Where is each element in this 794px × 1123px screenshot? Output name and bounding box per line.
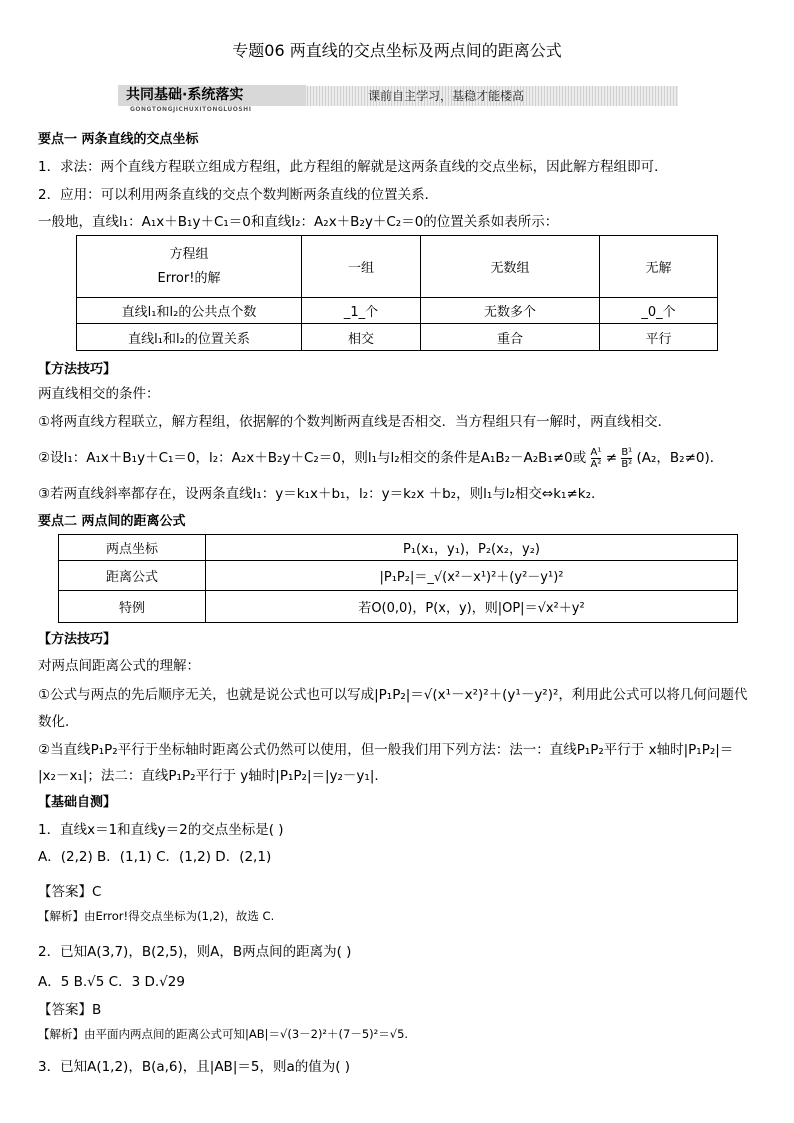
distance-table <box>58 534 738 623</box>
fraction-a <box>591 447 602 470</box>
dist-r1-label: 两点坐标 <box>59 535 206 561</box>
table-row1-c1: _1_个 <box>302 298 421 324</box>
method2-intro: 对两点间距离公式的理解： <box>38 658 200 674</box>
question-2-options: A．5 B.√5 C．3 D.√29 <box>38 974 185 990</box>
question-1-options: A．(2,2) B．(1,1) C．(1,2) D．(2,1) <box>38 849 272 865</box>
dist-r2-value: |P₁P₂|＝_√(x²－x¹)²＋(y²－y¹)² <box>206 561 738 591</box>
question-2: 2．已知A(3,7)，B(2,5)，则A，B两点间的距离为( ) <box>38 944 352 960</box>
method2-heading: 【方法技巧】 <box>38 632 117 647</box>
point2-heading: 要点二 两点间的距离公式 <box>38 514 186 529</box>
table-row1-label: 直线l₁和l₂的公共点个数 <box>77 298 302 324</box>
answer-1: 【答案】C <box>38 884 102 900</box>
point1-line3: 一般地，直线l₁：A₁x＋B₁y＋C₁＝0和直线l₂：A₂x＋B₂y＋C₂＝0的位置关系如表所示： <box>38 214 559 230</box>
fraction-a-den: A² <box>590 458 602 470</box>
relation-table <box>76 235 718 351</box>
table-header-none: 无解 <box>600 236 718 298</box>
table-header-line2: Error!的解 <box>157 270 221 286</box>
method1-item3: ③若两直线斜率都存在，设两条直线l₁：y＝k₁x＋b₁，l₂：y＝k₂x ＋b₂，则l₁与l₂相交⇔k₁≠k₂. <box>38 486 596 502</box>
table-row2-label: 直线l₁和l₂的位置关系 <box>77 324 302 351</box>
method1-item2-tail: (A₂，B₂≠0)． <box>636 450 724 466</box>
fraction-a-num: A¹ <box>590 446 602 458</box>
dist-r1-value: P₁(x₁，y₁)，P₂(x₂，y₂) <box>206 535 738 561</box>
method1-intro: 两直线相交的条件： <box>38 386 160 402</box>
table-row2-c2: 重合 <box>421 324 600 351</box>
page-title: 专题06 两直线的交点坐标及两点间的距离公式 <box>232 41 562 60</box>
table-row2-c3: 平行 <box>600 324 718 351</box>
method1-item2 <box>38 446 723 470</box>
table-header-line1: 方程组 <box>169 246 209 262</box>
method1-heading: 【方法技巧】 <box>38 362 117 377</box>
fraction-b-num: B¹ <box>621 446 633 458</box>
banner-pinyin: GONGTONGJICHUXITONGLUOSHI <box>130 106 252 113</box>
banner-motto: 课前自主学习，基稳才能楼高 <box>368 89 525 103</box>
method1-item1: ①将两直线方程联立，解方程组，依据解的个数判断两直线是否相交．当方程组只有一解时，两直线相交． <box>38 414 672 430</box>
table-row2-c1: 相交 <box>302 324 421 351</box>
table-header-cell <box>77 236 302 298</box>
method2-item2b: |x₂－x₁|；法二：直线P₁P₂平行于 y轴时|P₁P₂|＝|y₂－y₁|. <box>38 768 379 784</box>
point1-line2: 2．应用：可以利用两条直线的交点个数判断两条直线的位置关系． <box>38 187 439 203</box>
method2-item1a: ①公式与两点的先后顺序无关，也就是说公式也可以写成|P₁P₂|＝√(x¹－x²)²＋(y¹－y²)²，利用此公式可以将几何问题代 <box>38 687 748 703</box>
table-row1-c2: 无数多个 <box>421 298 600 324</box>
method2-item1b: 数化． <box>38 714 79 730</box>
point1-line1: 1．求法：两个直线方程联立组成方程组，此方程组的解就是这两条直线的交点坐标，因此解方程组即可． <box>38 159 668 175</box>
table-row1-c3: _0_个 <box>600 298 718 324</box>
answer-2: 【答案】B <box>38 1002 102 1018</box>
fraction-b-den: B² <box>621 458 633 470</box>
dist-r3-label: 特例 <box>59 591 206 623</box>
table-header-many: 无数组 <box>421 236 600 298</box>
table-header-one: 一组 <box>302 236 421 298</box>
banner-main-label: 共同基础·系统落实 <box>118 85 306 106</box>
method2-item2a: ②当直线P₁P₂平行于坐标轴时距离公式仍然可以使用，但一般我们用下列方法：法一：直线P₁P₂平行于 x轴时|P₁P₂|＝ <box>38 742 734 758</box>
explanation-2: 【解析】由平面内两点间的距离公式可知|AB|＝√(3－2)²＋(7－5)²＝√5. <box>38 1027 409 1041</box>
dist-r3-value: 若O(0,0)，P(x，y)，则|OP|＝√x²＋y² <box>206 591 738 623</box>
method1-item2-text: ②设l₁：A₁x＋B₁y＋C₁＝0，l₂：A₂x＋B₂y＋C₂＝0，则l₁与l₂相交的条件是A₁B₂－A₂B₁≠0或 <box>38 450 587 466</box>
point1-heading: 要点一 两条直线的交点坐标 <box>38 132 199 147</box>
fraction-b <box>621 447 632 470</box>
selftest-heading: 【基础自测】 <box>38 795 117 810</box>
explanation-1: 【解析】由Error!得交点坐标为(1,2)，故选 C. <box>38 909 275 923</box>
question-3: 3．已知A(1,2)，B(a,6)，且|AB|＝5，则a的值为( ) <box>38 1059 351 1075</box>
section-banner <box>118 86 678 113</box>
dist-r2-label: 距离公式 <box>59 561 206 591</box>
neq-sign: ≠ <box>605 450 618 466</box>
question-1: 1．直线x＝1和直线y＝2的交点坐标是( ) <box>38 822 284 838</box>
